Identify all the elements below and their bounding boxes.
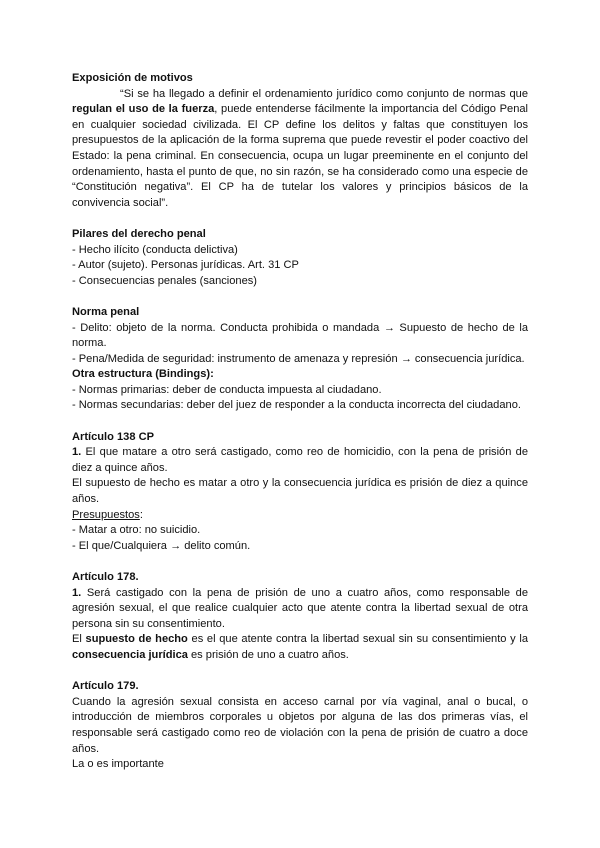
- articulo-138-explanation: El supuesto de hecho es matar a otro y la consecuencia jurídica es prisión de diez a quince años.: [72, 477, 528, 506]
- articulo-178-explanation: El supuesto de hecho es el que atente contra la libertad sexual sin su consentimiento y la consecuencia jurídica es prisión de uno a cuatro años.: [72, 633, 529, 661]
- heading-pilares: Pilares del derecho penal: [72, 227, 206, 240]
- article-number: 1.: [72, 586, 82, 599]
- section-exposicion: [72, 71, 528, 211]
- articulo-179-note: La o es importante: [72, 758, 164, 771]
- exposicion-text-b: , puede entenderse fácilmente la importancia del Código Penal en cualquier sociedad civilizada. El CP define los delitos y faltas que constituyen los presupuestos de la aplicación de la forma suprema que puede revestir el poder coactivo del Estado: la pena criminal. En consecuencia, ocupa un lugar preeminente en el conjunto del ordenamiento, hasta el punto de que, no sin razón, se ha considerado como una especie de “Constitución negativa”. El CP ha de tutelar los valores y principios básicos de la convivencia social”.: [72, 103, 529, 209]
- heading-norma-penal: Norma penal: [72, 305, 140, 318]
- list-item: - Normas primarias: deber de conducta impuesta al ciudadano.: [72, 383, 382, 396]
- exposicion-bold: regulan el uso de la fuerza: [72, 103, 215, 116]
- articulo-138-text: 1. El que matare a otro será castigado, como reo de homicidio, con la pena de prisión de diez a quince años.: [72, 446, 528, 474]
- list-item: - Pena/Medida de seguridad: instrumento de amenaza y represión → consecuencia jurídica.: [72, 352, 525, 365]
- exposicion-paragraph: [72, 87, 528, 212]
- heading-articulo-138: Artículo 138 CP: [72, 430, 154, 443]
- articulo-179-text: Cuando la agresión sexual consista en acceso carnal por vía vaginal, anal o bucal, o introducción de miembros corporales u objetos por alguna de las dos primeras vías, el responsable será castigado como reo de violación con la pena de prisión de cuatro a doce años.: [72, 695, 528, 755]
- list-item: - Autor (sujeto). Personas jurídicas. Art. 31 CP: [72, 259, 299, 272]
- list-item: - Consecuencias penales (sanciones): [72, 274, 257, 287]
- articulo-178-text: 1. Será castigado con la pena de prisión de uno a cuatro años, como responsable de agresión sexual, el que realice cualquier acto que atente contra la libertad sexual de otra persona sin su consentimiento.: [72, 586, 528, 630]
- heading-articulo-178: Artículo 178.: [72, 571, 139, 583]
- article-number: 1.: [72, 446, 82, 459]
- subheading-otra-estructura: Otra estructura (Bindings):: [72, 368, 214, 381]
- list-item: - Delito: objeto de la norma. Conducta prohibida o mandada → Supuesto de hecho de la norma.: [72, 321, 528, 350]
- heading-articulo-179: Artículo 179.: [72, 680, 139, 693]
- list-item: - Hecho ilícito (conducta delictiva): [72, 243, 238, 256]
- section-articulo-179: [72, 679, 528, 773]
- section-articulo-138: [72, 430, 528, 555]
- presupuestos-label: Presupuestos:: [72, 508, 143, 521]
- heading-exposicion: Exposición de motivos: [72, 72, 193, 84]
- exposicion-text-a: “Si se ha llegado a definir el ordenamiento jurídico como conjunto de normas que: [120, 87, 528, 100]
- section-norma-penal: [72, 305, 528, 414]
- list-item: - Normas secundarias: deber del juez de responder a la conducta incorrecta del ciudadano.: [72, 399, 521, 412]
- section-pilares: [72, 227, 528, 289]
- list-item: - El que/Cualquiera → delito común.: [72, 539, 251, 552]
- list-item: - Matar a otro: no suicidio.: [72, 524, 201, 537]
- section-articulo-178: [72, 570, 528, 664]
